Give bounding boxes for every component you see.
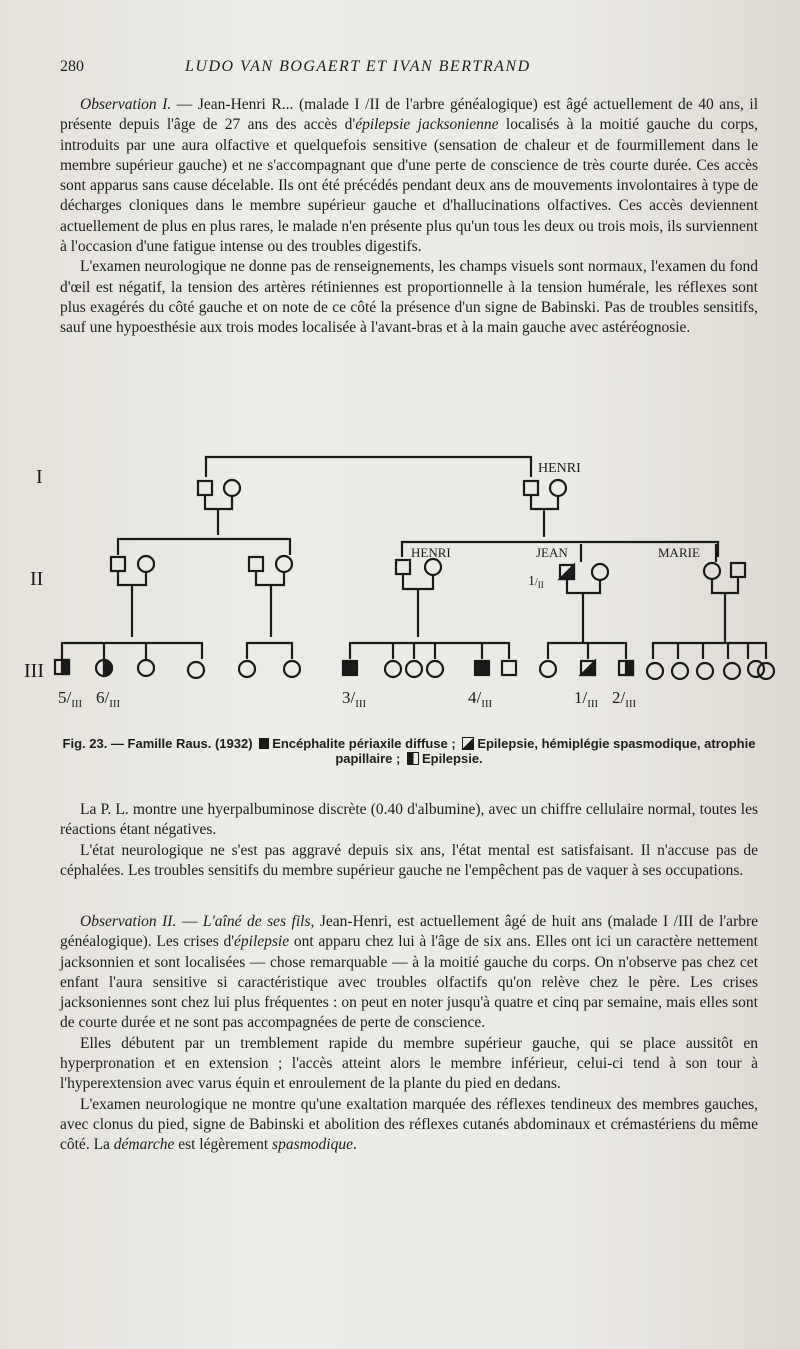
obs1-label: Observation I.: [80, 96, 172, 113]
label-5-III: $5/_{III}$: [58, 688, 83, 710]
obs3-paragraph-1: [60, 912, 758, 1034]
obs3-text-c: L'examen neurologique ne montre qu'une exaltation marquée des réflexes tendineux des membres gauches, avec clonus du pied, signe de Babinski et abolition des réflexes cutanés abdominaux et crémastériens du même côté. La: [60, 1095, 758, 1154]
obs2-paragraph-2: L'état neurologique ne s'est pas aggravé depuis six ans, l'état mental est satisfaisant. Il n'accuse pas de céphalées. Les troubles sensitifs du membre supérieur gauche ne l'empêchent pas de vaquer à ses occupations.: [60, 841, 758, 879]
obs3-emphasis-2: épilepsie: [234, 933, 290, 951]
obs3-emphasis-1: L'aîné de ses fils,: [202, 913, 315, 930]
name-jean: JEAN: [536, 545, 568, 560]
female-symbol: [704, 563, 720, 579]
obs1-paragraph-2: L'examen neurologique ne donne pas de renseignements, les champs visuels sont normaux, l'examen du fond d'œil est négatif, la tension des artères rétiniennes est proportionnelle à la tension humérale, les réflexes sont plus exagérés du côté gauche et on note de ce côté la présence d'un signe de Babinski. Pas de troubles sensitifs, sauf une hypoesthésie aux trois modes localisée à l'avant-bras et à la main gauche avec astéréognosie.: [60, 258, 758, 337]
obs3-paragraph-2: Elles débutent par un tremblement rapide du membre supérieur gauche, qui se place aussitôt en hyperpronation et en extension ; l'accès atteint alors le membre inférieur, celui-ci tend à son tour à l'hyperextension avec varus équin et enroulement de la plante du pied en dedans.: [60, 1034, 758, 1093]
obs1-emphasis: épilepsie jacksonienne: [355, 116, 499, 134]
encephalitis-male-symbol: [475, 661, 489, 675]
female-symbol: [540, 661, 556, 677]
female-symbol: [697, 663, 713, 679]
female-symbol: [385, 661, 401, 677]
female-symbol: [188, 662, 204, 678]
male-symbol: [396, 560, 410, 574]
obs3-dash: —: [176, 913, 203, 930]
female-symbol: [276, 556, 292, 572]
running-title: LUDO VAN BOGAERT ET IVAN BERTRAND: [185, 58, 531, 75]
legend-epilepsy-icon: [407, 752, 419, 765]
page-number: 280: [60, 58, 84, 75]
female-symbol: [550, 480, 566, 496]
label-2-III: $2/_{III}$: [612, 688, 637, 710]
observation-1: [60, 95, 758, 339]
gen-label-I: I: [36, 466, 43, 488]
caption-encephalitis: Encéphalite périaxile diffuse ;: [272, 736, 456, 751]
male-symbol: [524, 481, 538, 495]
gen-I-link: [206, 457, 531, 477]
female-symbol: [239, 661, 255, 677]
male-symbol: [111, 557, 125, 571]
male-symbol: [731, 563, 745, 577]
observation-1-continued: [60, 800, 758, 881]
female-symbol: [758, 663, 774, 679]
female-symbol: [427, 661, 443, 677]
obs3-label: Observation II.: [80, 913, 177, 930]
obs1-text-b: localisés à la moitié gauche du corps, introduits par une aura olfactive et quelquefois sensitive (sensation de chaleur et de fourmillement dans le membre supérieur gauche) et ne s'accompagnant que d'une perte de conscience de très courte durée. Ces accès sont apparus sans cause décelable. Ils ont été précédés pendant deux ans de mouvements involontaires à type de décharges cloniques dans le membre supérieur gauche et d'hallucinations olfactives. Ces accès deviennent actuellement de plus en plus rares, le malade n'en présente plus qu'un tous les deux ou trois mois, ils surviennent à l'occasion d'une fatigue intense ou des troubles digestifs.: [60, 116, 758, 256]
obs1-text-a: — Jean-Henri R... (malade I /II de l'arbre généalogique) est âgé actuellement de 40 ans, il présente depuis l'âge de 27 ans des accès d': [60, 96, 758, 134]
female-symbol: [724, 663, 740, 679]
female-symbol: [224, 480, 240, 496]
caption-epilepsy-hemiplegia: Epilepsie, hémiplégie spasmodique, atrophie papillaire ;: [335, 736, 756, 766]
caption-figure-number: Fig. 23. — Famille Raus. (1932): [62, 736, 253, 751]
obs3-paragraph-3: [60, 1095, 758, 1156]
name-henri-gen1: HENRI: [538, 461, 581, 476]
obs3-text-d: est légèrement: [174, 1136, 273, 1154]
label-4-III: $4/_{III}$: [468, 688, 493, 710]
obs1-paragraph-1: [60, 95, 758, 257]
gen-label-II: II: [30, 568, 44, 590]
label-1-III: $1/_{III}$: [574, 688, 599, 710]
name-henri-gen2: HENRI: [411, 545, 451, 560]
female-symbol: [425, 559, 441, 575]
female-symbol: [647, 663, 663, 679]
encephalitis-male-symbol: [343, 661, 357, 675]
legend-epilepsy-hemiplegia-icon: [462, 737, 474, 750]
pedigree-figure: [24, 447, 780, 737]
obs3-emphasis-3: démarche: [113, 1136, 175, 1154]
obs3-text-b: ont apparu chez lui à l'âge de six ans. Elles ont ici un caractère nettement jacksonnien et sont localisées — chose remarquable — à la moitié gauche du corps. On n'observe pas chez cet enfant l'aura sensitive si caractéristique avec troubles olfactifs qu'on relève chez le père. Les crises jacksoniennes sont chez lui plus fréquentes : on peut en noter jusqu'à quatre et cinq par semaine, mais elles sont de courte durée et ne sont pas accompagnées de perte de conscience.: [60, 933, 758, 1032]
female-symbol: [406, 661, 422, 677]
label-3-III: $3/_{III}$: [342, 688, 367, 710]
female-symbol: [672, 663, 688, 679]
gen-label-III: III: [24, 660, 44, 682]
label-1-II: $1/_{II}$: [528, 574, 544, 590]
observation-2: [60, 912, 758, 1156]
name-marie: MARIE: [658, 545, 700, 560]
label-6-III: $6/_{III}$: [96, 688, 121, 710]
female-symbol: [592, 564, 608, 580]
male-symbol: [502, 661, 516, 675]
male-symbol: [249, 557, 263, 571]
obs2-paragraph-1: La P. L. montre une hyerpalbuminose discrète (0.40 d'albumine), avec un chiffre cellulaire normal, toutes les réactions étant négatives.: [60, 801, 758, 839]
obs3-text-e: .: [353, 1136, 357, 1154]
figure-caption: [60, 736, 758, 766]
obs3-emphasis-4: spasmodique: [272, 1136, 353, 1154]
female-symbol: [284, 661, 300, 677]
page-header: [60, 58, 740, 82]
caption-epilepsy: Epilepsie.: [421, 751, 483, 766]
female-symbol: [138, 556, 154, 572]
male-symbol: [198, 481, 212, 495]
obs3-text-a: Jean-Henri, est actuellement âgé de huit ans (malade I /III de l'arbre généalogique). Les crises d': [60, 913, 759, 951]
female-symbol: [138, 660, 154, 676]
legend-encephalitis-icon: [259, 738, 269, 749]
